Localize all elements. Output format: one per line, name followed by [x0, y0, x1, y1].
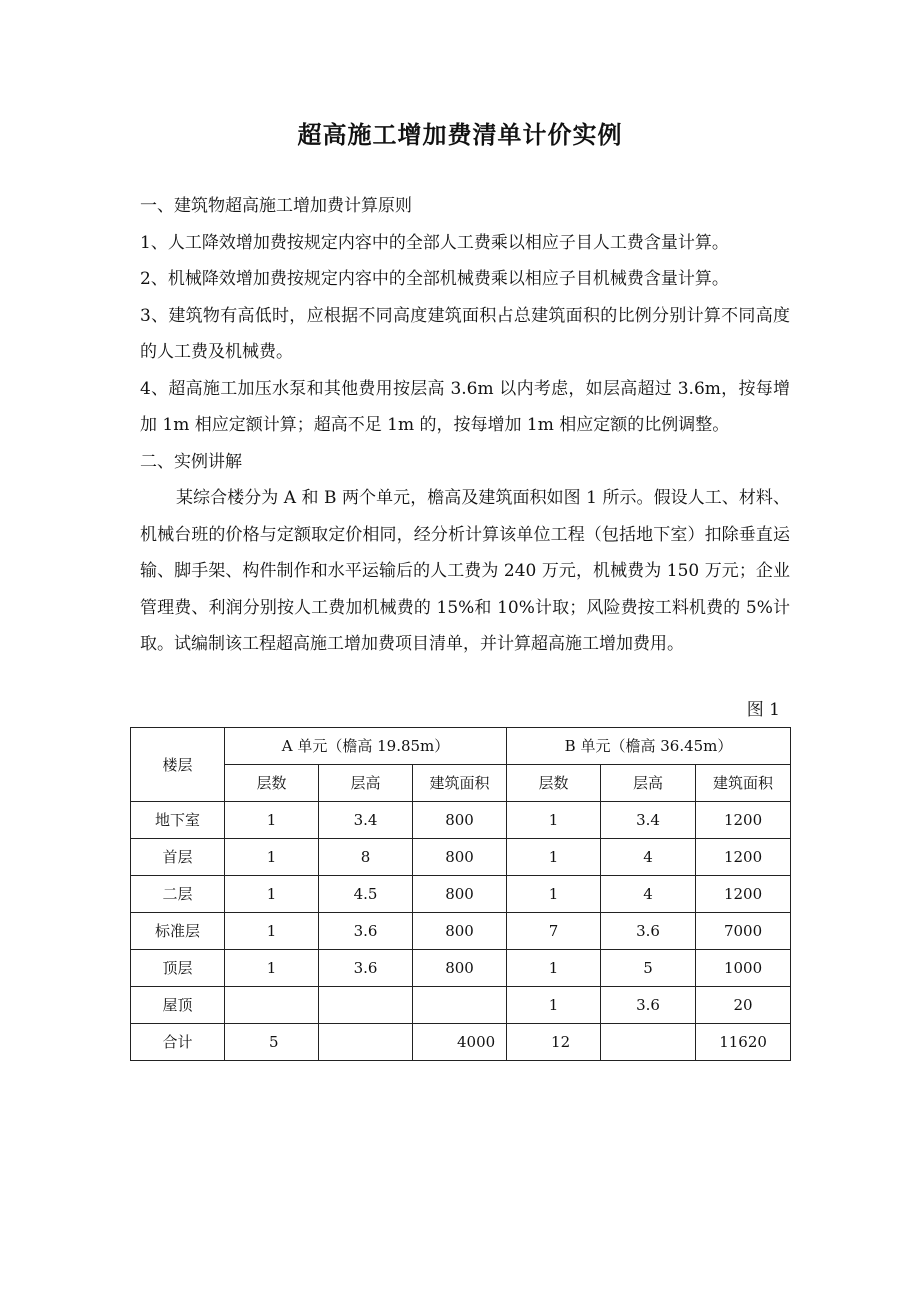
cell-b-height: 3.4 — [601, 802, 696, 839]
cell-a-area — [413, 987, 507, 1024]
table-row — [131, 950, 791, 987]
cell-floor: 首层 — [131, 839, 225, 876]
cell-a-area: 800 — [413, 876, 507, 913]
figure-label: 图 1 — [746, 700, 780, 720]
cell-b-count: 1 — [507, 876, 601, 913]
cell-a-count — [225, 987, 319, 1024]
cell-a-area: 800 — [413, 839, 507, 876]
cell-b-area: 1000 — [696, 950, 791, 987]
cell-b-area: 20 — [696, 987, 791, 1024]
cell-floor: 屋顶 — [131, 987, 225, 1024]
paragraph-rule-3: 3、建筑物有高低时，应根据不同高度建筑面积占总建筑面积的比例分别计算不同高度的人工费及机械费。 — [140, 305, 790, 362]
cell-a-area: 800 — [413, 950, 507, 987]
cell-a-height: 3.6 — [319, 950, 413, 987]
cell-b-area: 1200 — [696, 876, 791, 913]
table-total-row — [131, 1024, 791, 1061]
cell-a-height: 8 — [319, 839, 413, 876]
cell-floor: 二层 — [131, 876, 225, 913]
table-header-row — [131, 728, 791, 765]
paragraph-rule-4: 4、超高施工加压水泵和其他费用按层高 3.6m 以内考虑，如层高超过 3.6m，按每增加 1m 相应定额计算；超高不足 1m 的，按每增加 1m 相应定额的比例调整。 — [140, 378, 790, 435]
table-row — [131, 876, 791, 913]
table-row — [131, 839, 791, 876]
building-data-table — [130, 727, 791, 1061]
document-title: 超高施工增加费清单计价实例 — [297, 120, 623, 149]
cell-a-area: 800 — [413, 802, 507, 839]
cell-b-count: 1 — [507, 839, 601, 876]
cell-a-height: 3.6 — [319, 913, 413, 950]
cell-b-height — [601, 1024, 696, 1061]
cell-a-area: 4000 — [413, 1024, 507, 1061]
subheader-a-count: 层数 — [225, 765, 319, 802]
subheader-b-count: 层数 — [507, 765, 601, 802]
cell-a-height — [319, 1024, 413, 1061]
cell-a-height: 4.5 — [319, 876, 413, 913]
cell-b-area: 11620 — [696, 1024, 791, 1061]
section-heading-principles: 一、建筑物超高施工增加费计算原则 — [140, 196, 412, 216]
cell-a-area: 800 — [413, 913, 507, 950]
cell-b-count: 1 — [507, 987, 601, 1024]
cell-b-area: 1200 — [696, 802, 791, 839]
subheader-a-height: 层高 — [319, 765, 413, 802]
cell-a-count: 1 — [225, 839, 319, 876]
paragraph-rule-1: 1、人工降效增加费按规定内容中的全部人工费乘以相应子目人工费含量计算。 — [140, 232, 729, 253]
subheader-a-area: 建筑面积 — [413, 765, 507, 802]
cell-b-height: 4 — [601, 839, 696, 876]
cell-floor: 合计 — [131, 1024, 225, 1061]
cell-b-count: 7 — [507, 913, 601, 950]
cell-floor: 地下室 — [131, 802, 225, 839]
cell-b-area: 7000 — [696, 913, 791, 950]
header-unit-a: A 单元（檐高 19.85m） — [225, 728, 507, 765]
header-floor: 楼层 — [131, 728, 225, 802]
cell-a-count: 1 — [225, 950, 319, 987]
cell-floor: 顶层 — [131, 950, 225, 987]
cell-b-height: 3.6 — [601, 987, 696, 1024]
cell-a-count: 1 — [225, 876, 319, 913]
cell-b-area: 1200 — [696, 839, 791, 876]
cell-a-count: 1 — [225, 913, 319, 950]
cell-b-count: 1 — [507, 950, 601, 987]
cell-b-height: 5 — [601, 950, 696, 987]
cell-a-count: 1 — [225, 802, 319, 839]
cell-a-height: 3.4 — [319, 802, 413, 839]
cell-a-count: 5 — [225, 1024, 319, 1061]
cell-a-height — [319, 987, 413, 1024]
paragraph-rule-2: 2、机械降效增加费按规定内容中的全部机械费乘以相应子目机械费含量计算。 — [140, 269, 729, 289]
document-body — [140, 188, 790, 663]
table-row — [131, 802, 791, 839]
section-heading-example: 二、实例讲解 — [140, 451, 242, 472]
cell-b-height: 3.6 — [601, 913, 696, 950]
subheader-b-height: 层高 — [601, 765, 696, 802]
cell-b-count: 12 — [507, 1024, 601, 1061]
table-subheader-row — [131, 765, 791, 802]
cell-b-height: 4 — [601, 876, 696, 913]
table-row — [131, 987, 791, 1024]
table-row — [131, 913, 791, 950]
header-unit-b: B 单元（檐高 36.45m） — [507, 728, 791, 765]
cell-floor: 标准层 — [131, 913, 225, 950]
paragraph-example: 某综合楼分为 A 和 B 两个单元，檐高及建筑面积如图 1 所示。假设人工、材料、机械台班的价格与定额取定价相同，经分析计算该单位工程（包括地下室）扣除垂直运输、脚手架、构件制作和水平运输后的人工费为 240 万元，机械费为 150 万元；企业管理费、利润分别按人工费加机械费的 15%和 10%计取；风险费按工料机费的 5%计取。试编制该工程超高施工增加费项目清单，并计算超高施工增加费用。 — [140, 488, 790, 654]
cell-b-count: 1 — [507, 802, 601, 839]
subheader-b-area: 建筑面积 — [696, 765, 791, 802]
